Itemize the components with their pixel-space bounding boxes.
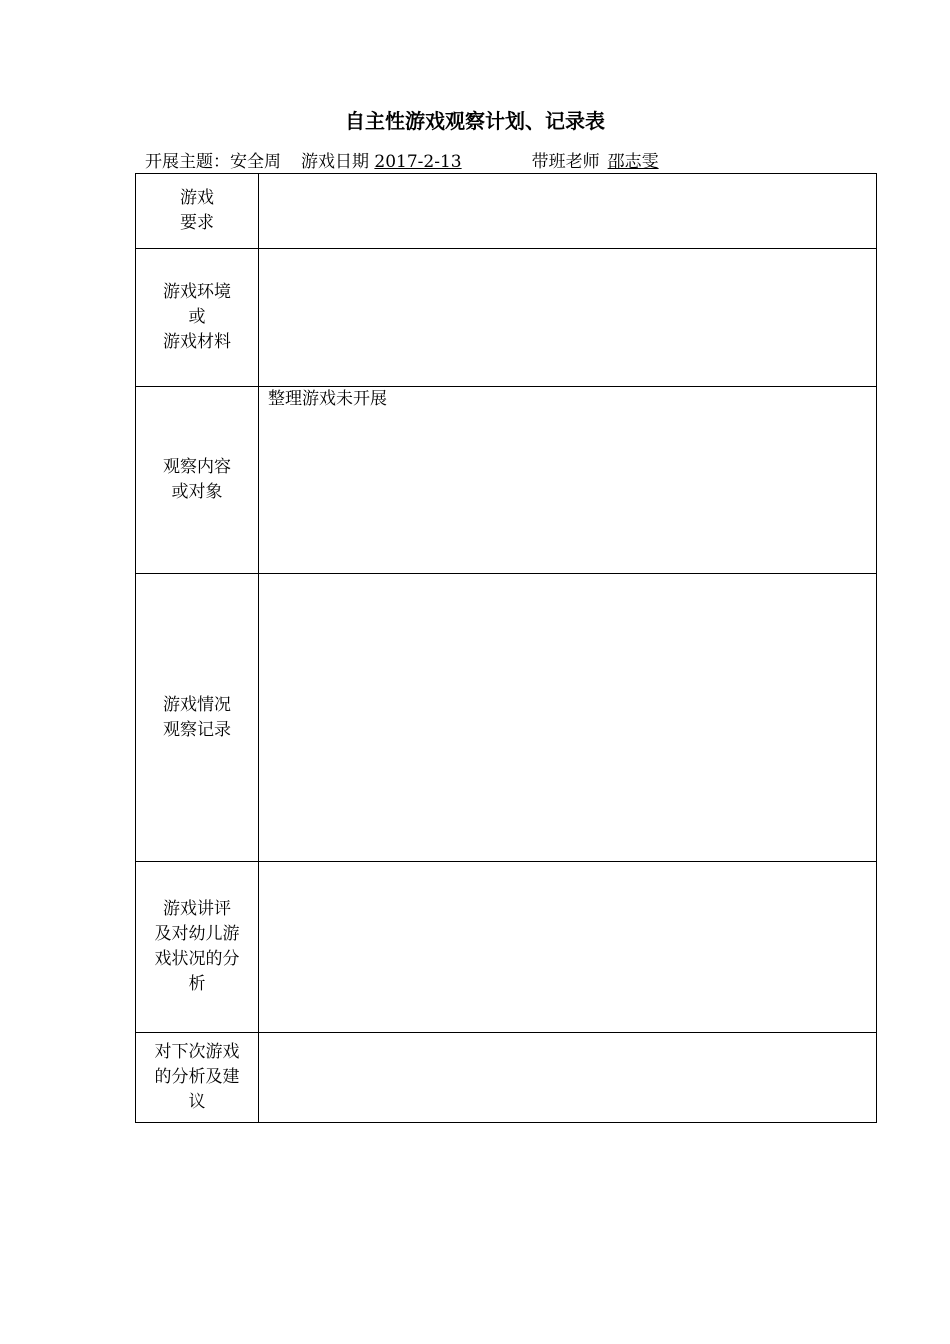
- row-content[interactable]: [259, 1033, 877, 1123]
- label-line: 游戏: [180, 188, 214, 208]
- info-line: [145, 150, 885, 174]
- content-text: 整理游戏未开展: [268, 389, 387, 409]
- label-line: 游戏讲评: [163, 899, 231, 919]
- row-content[interactable]: [259, 387, 877, 574]
- date-label: 游戏日期: [301, 152, 369, 172]
- page-title: 自主性游戏观察计划、记录表: [345, 109, 605, 133]
- label-line: 游戏材料: [163, 332, 231, 352]
- teacher-value: 邵志雯: [607, 152, 659, 172]
- row-content[interactable]: [259, 174, 877, 249]
- theme-label: 开展主题：: [145, 152, 230, 172]
- row-content[interactable]: [259, 249, 877, 387]
- label-line: 要求: [180, 213, 214, 233]
- label-line: 的分析及建: [154, 1067, 240, 1087]
- table-row: [136, 249, 877, 387]
- label-line: 及对幼儿游: [154, 924, 240, 944]
- teacher-label: 带班老师: [531, 152, 600, 172]
- teacher-underline-lead: [600, 154, 608, 174]
- label-line: 或对象: [171, 482, 223, 502]
- label-line: 观察记录: [163, 719, 231, 740]
- teacher-underline: [659, 154, 689, 174]
- row-label: [136, 249, 259, 387]
- label-line: 游戏情况: [163, 694, 231, 715]
- row-label: [136, 1033, 259, 1123]
- theme-value: 安全周: [230, 152, 281, 172]
- date-value: 2017-2-13: [374, 152, 462, 172]
- label-line: 戏状况的分: [154, 949, 240, 969]
- date-underline: [462, 154, 474, 174]
- table-row: [136, 174, 877, 249]
- table-row: [136, 1033, 877, 1123]
- row-label: [136, 174, 259, 249]
- record-table: [135, 173, 877, 1123]
- row-label: [136, 862, 259, 1033]
- row-label: [136, 387, 259, 574]
- label-line: 对下次游戏: [154, 1042, 240, 1062]
- table-row: [136, 574, 877, 862]
- label-line: 析: [188, 974, 206, 994]
- row-content[interactable]: [259, 574, 877, 862]
- table-row: [136, 862, 877, 1033]
- row-content[interactable]: [259, 862, 877, 1033]
- label-line: 观察内容: [163, 457, 231, 477]
- table-row: [136, 387, 877, 574]
- label-line: 或: [188, 307, 206, 327]
- label-line: 议: [188, 1092, 206, 1112]
- label-line: 游戏环境: [163, 282, 231, 302]
- row-label: [136, 574, 259, 862]
